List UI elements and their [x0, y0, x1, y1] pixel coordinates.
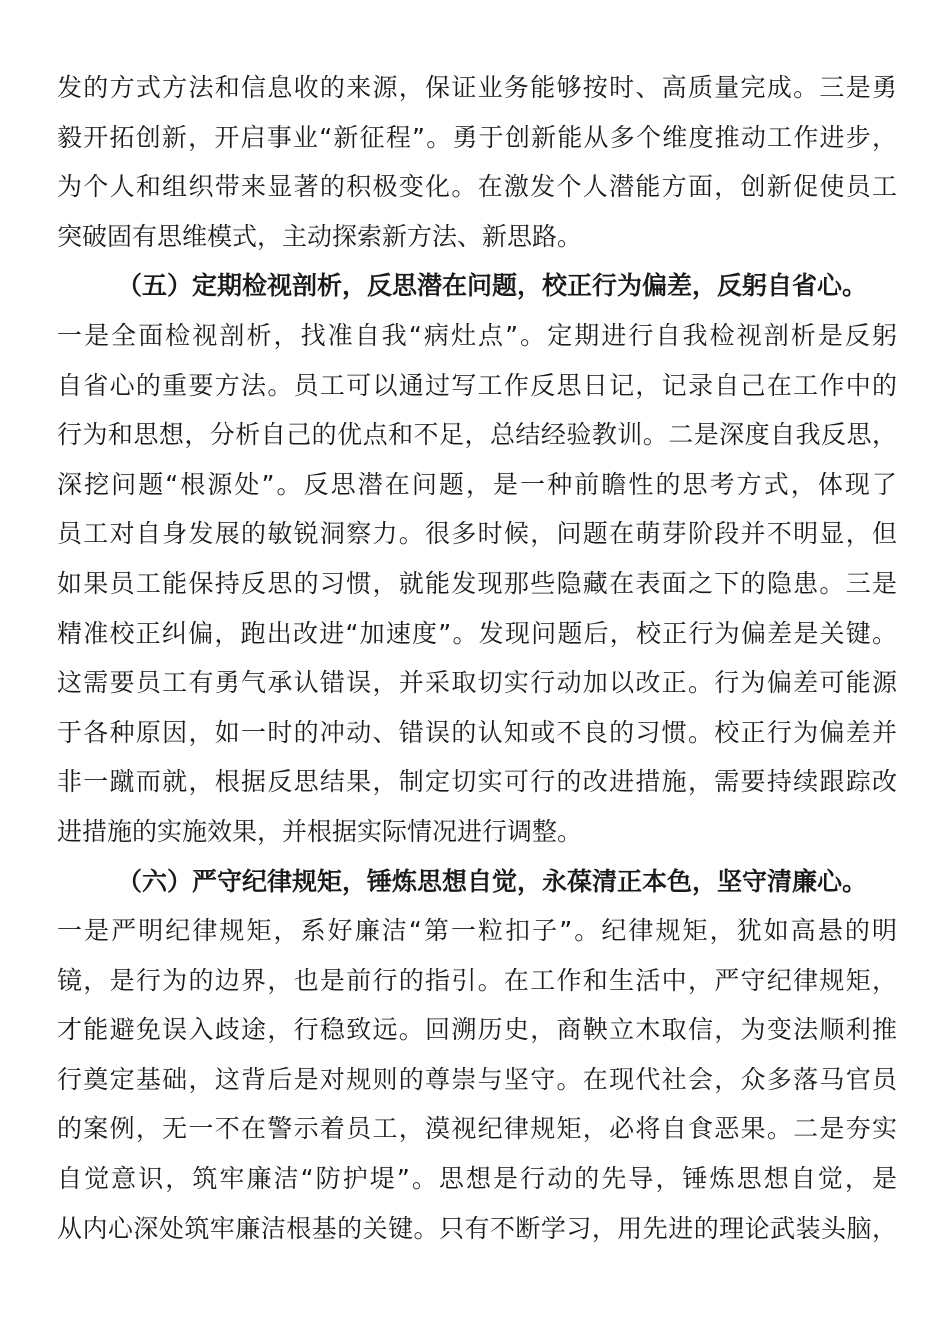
text-line: 才能避免误入歧途，行稳致远。回溯历史，商鞅立木取信，为变法顺利推 [57, 1015, 897, 1045]
section-heading-5: （五）定期检视剖析，反思潜在问题，校正行为偏差，反躬自省心。 [117, 271, 868, 301]
text-line: 非一蹴而就，根据反思结果，制定切实可行的改进措施，需要持续跟踪改 [57, 767, 897, 797]
document-page [57, 63, 897, 1253]
paragraph-end-line: 突破固有思维模式，主动探索新方法、新思路。 [57, 221, 583, 251]
section-heading-6: （六）严守纪律规矩，锤炼思想自觉，永葆清正本色，坚守清廉心。 [117, 866, 868, 896]
text-line: 发的方式方法和信息收的来源，保证业务能够按时、高质量完成。三是勇 [57, 73, 897, 102]
text-line: 毅开拓创新，开启事业“新征程”。勇于创新能从多个维度推动工作进步， [57, 122, 897, 152]
text-line: 一是全面检视剖析，找准自我“病灶点”。定期进行自我检视剖析是反躬 [57, 320, 897, 350]
text-line: 镜，是行为的边界，也是前行的指引。在工作和生活中，严守纪律规矩， [57, 965, 897, 995]
text-line: 于各种原因，如一时的冲动、错误的认知或不良的习惯。校正行为偏差并 [57, 717, 897, 747]
text-line: 自觉意识，筑牢廉洁“防护堤”。思想是行动的先导，锤炼思想自觉，是 [57, 1164, 897, 1194]
text-line: 精准校正纠偏，跑出改进“加速度”。发现问题后，校正行为偏差是关键。 [57, 618, 897, 648]
text-line: 的案例，无一不在警示着员工，漠视纪律规矩，必将自食恶果。二是夯实 [57, 1114, 897, 1144]
text-line: 如果员工能保持反思的习惯，就能发现那些隐藏在表面之下的隐患。三是 [57, 568, 897, 598]
text-line: 深挖问题“根源处”。反思潜在问题，是一种前瞻性的思考方式，体现了 [57, 469, 897, 499]
text-line: 一是严明纪律规矩，系好廉洁“第一粒扣子”。纪律规矩，犹如高悬的明 [57, 916, 897, 946]
paragraph-end-line: 进措施的实施效果，并根据实际情况进行调整。 [57, 816, 583, 846]
text-line: 这需要员工有勇气承认错误，并采取切实行动加以改正。行为偏差可能源 [57, 668, 897, 698]
text-line: 行为和思想，分析自己的优点和不足，总结经验教训。二是深度自我反思， [57, 420, 897, 450]
text-line: 自省心的重要方法。员工可以通过写工作反思日记，记录自己在工作中的 [57, 370, 897, 400]
text-line: 为个人和组织带来显著的积极变化。在激发个人潜能方面，创新促使员工 [57, 172, 897, 202]
text-line: 员工对自身发展的敏锐洞察力。很多时候，问题在萌芽阶段并不明显，但 [57, 519, 897, 549]
text-line: 行奠定基础，这背后是对规则的尊崇与坚守。在现代社会，众多落马官员 [57, 1064, 897, 1094]
text-line: 从内心深处筑牢廉洁根基的关键。只有不断学习，用先进的理论武装头脑， [57, 1213, 897, 1243]
